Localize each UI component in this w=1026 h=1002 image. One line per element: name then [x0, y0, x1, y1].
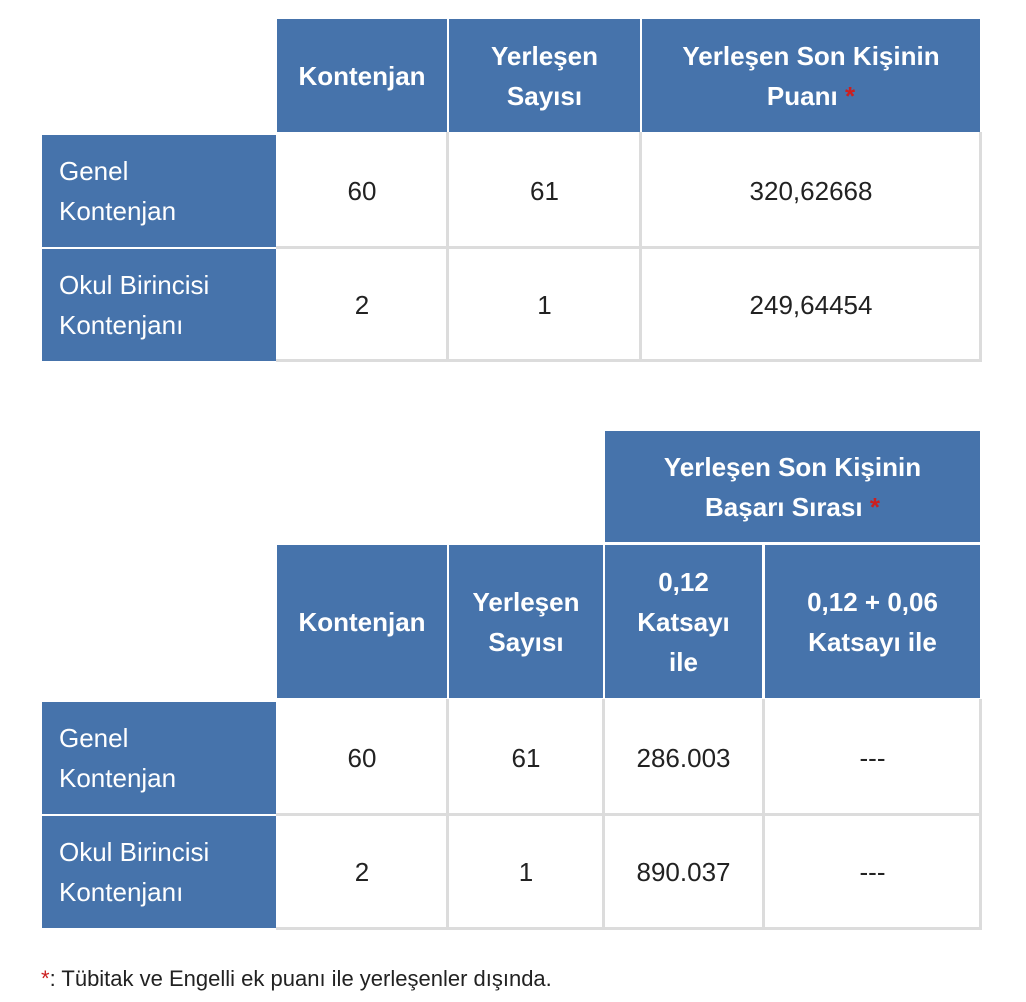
cell-yerlesen-sayisi: 61: [449, 135, 640, 247]
asterisk-marker: *: [41, 966, 50, 991]
cell-basari-sirasi-012-006: ---: [765, 816, 980, 928]
cell-basari-sirasi-012-006: ---: [765, 702, 980, 814]
grid-line: [276, 927, 982, 930]
grid-line: [276, 359, 982, 362]
footnote-text: : Tübitak ve Engelli ek puanı ile yerleşenler dışında.: [49, 966, 552, 991]
cell-basari-sirasi-012: 890.037: [605, 816, 762, 928]
row-header-genel-kontenjan: Genel Kontenjan: [42, 135, 276, 247]
asterisk-marker: *: [869, 491, 880, 522]
cell-son-kisi-puani: 249,64454: [642, 249, 980, 361]
column-header-katsayi-012-006: 0,12 + 0,06 Katsayı ile: [765, 545, 980, 698]
row-header-genel-kontenjan: Genel Kontenjan: [42, 702, 276, 814]
cell-basari-sirasi-012: 286.003: [605, 702, 762, 814]
column-group-header-basari-sirasi: Yerleşen Son Kişinin Başarı Sırası *: [605, 431, 980, 542]
cell-yerlesen-sayisi: 1: [449, 816, 603, 928]
row-header-okul-birincisi-kontenjani: Okul Birincisi Kontenjanı: [42, 816, 276, 928]
grid-line: [276, 813, 982, 816]
column-header-kontenjan: Kontenjan: [277, 19, 447, 132]
grid-line: [276, 246, 982, 249]
row-header-okul-birincisi-kontenjani: Okul Birincisi Kontenjanı: [42, 249, 276, 361]
column-header-yerlesen-sayisi: Yerleşen Sayısı: [449, 545, 603, 698]
footnote: [41, 963, 552, 995]
column-header-son-kisi-puani: Yerleşen Son Kişinin Puanı *: [642, 19, 980, 132]
cell-kontenjan: 2: [277, 816, 447, 928]
column-header-yerlesen-sayisi: Yerleşen Sayısı: [449, 19, 640, 132]
asterisk-marker: *: [844, 80, 856, 111]
cell-kontenjan: 60: [277, 135, 447, 247]
cell-kontenjan: 60: [277, 702, 447, 814]
column-header-kontenjan: Kontenjan: [277, 545, 447, 698]
column-header-katsayi-012: 0,12 Katsayı ile: [605, 545, 762, 698]
cell-yerlesen-sayisi: 1: [449, 249, 640, 361]
cell-yerlesen-sayisi: 61: [449, 702, 603, 814]
cell-son-kisi-puani: 320,62668: [642, 135, 980, 247]
cell-kontenjan: 2: [277, 249, 447, 361]
